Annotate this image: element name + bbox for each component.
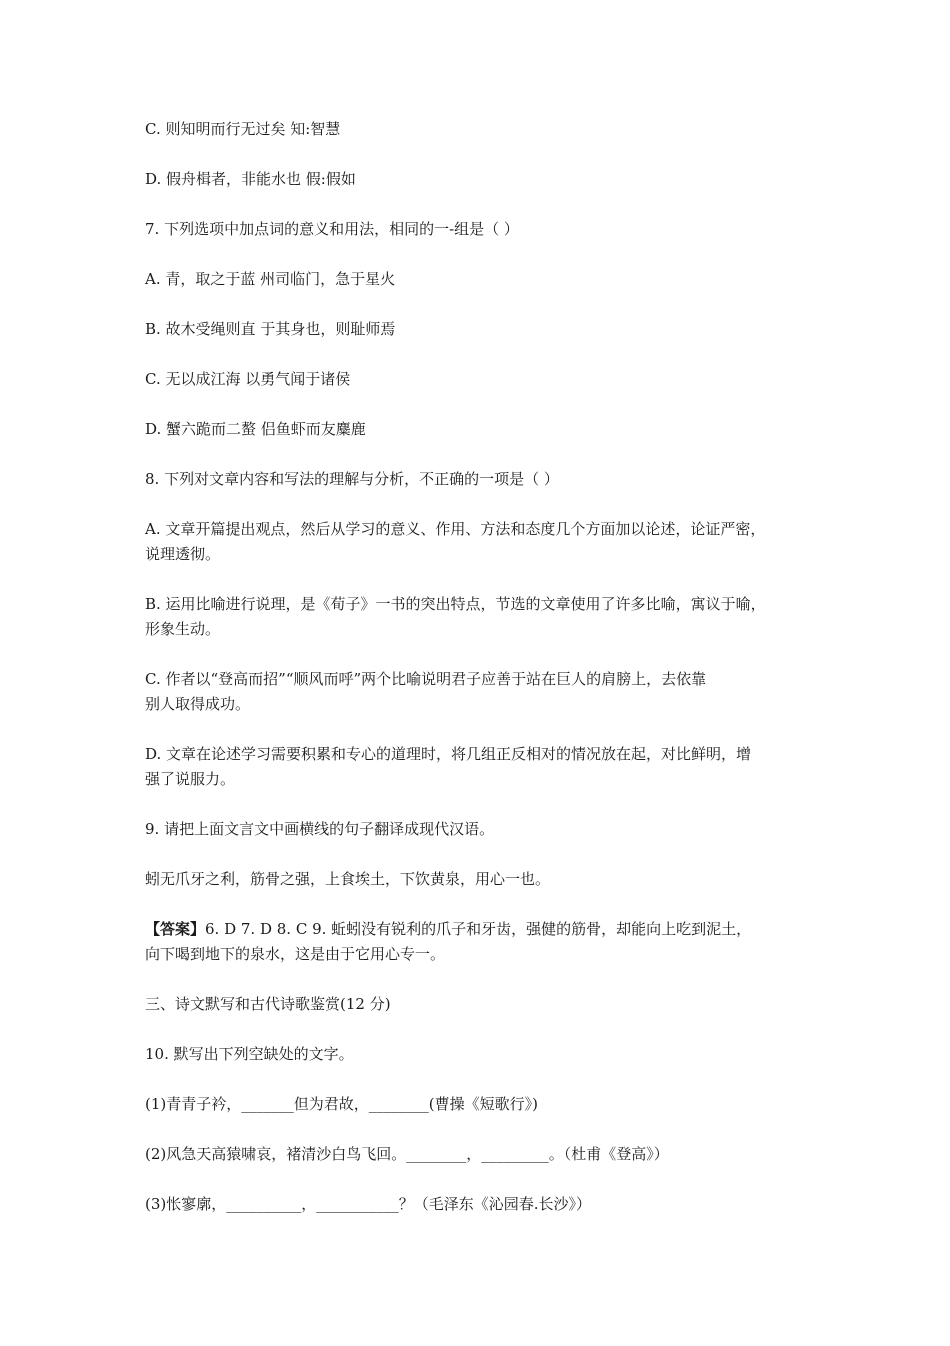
question-9: 9. 请把上面文言文中画横线的句子翻译成现代汉语。 [145, 820, 495, 838]
option-6d: D. 假舟楫者，非能水也 假:假如 [145, 170, 356, 188]
option-8d-line2: 强了说服力。 [145, 770, 236, 788]
answer-text: 6. D 7. D 8. C 9. 蚯蚓没有锐利的爪子和牙齿，强健的筋骨，却能向上吃到泥土， [205, 920, 752, 938]
answer-label: 【答案】 [145, 920, 206, 938]
question-10-item-1: (1)青青子衿，_______但为君故，________(曹操《短歌行》) [145, 1095, 538, 1113]
answer-line1 [145, 917, 815, 942]
option-8d-line1: D. 文章在论述学习需要积累和专心的道理时，将几组正反相对的情况放在起，对比鲜明，增 [145, 745, 752, 763]
section-3-heading: 三、诗文默写和古代诗歌鉴赏(12 分) [145, 995, 391, 1013]
option-7d: D. 蟹六跪而二螯 侣鱼虾而友麋鹿 [145, 420, 366, 438]
option-7a: A. 青，取之于蓝 州司临门，急于星火 [145, 270, 396, 288]
question-10: 10. 默写出下列空缺处的文字。 [145, 1045, 354, 1063]
question-7: 7. 下列选项中加点词的意义和用法，相同的一-组是（ ） [145, 220, 519, 238]
question-10-item-3: (3)怅寥廓，__________，___________？（毛泽东《沁园春.长沙》） [145, 1195, 592, 1213]
question-9-text: 蚓无爪牙之利，筋骨之强，上食埃土，下饮黄泉，用心一也。 [145, 870, 551, 888]
option-7b: B. 故木受绳则直 于其身也，则耻师焉 [145, 320, 396, 338]
option-8c-line1: C. 作者以“登高而招”“顺风而呼”两个比喻说明君子应善于站在巨人的肩膀上，去依靠 [145, 670, 707, 688]
option-8b-line1: B. 运用比喻进行说理，是《荀子》一书的突出特点，节选的文章使用了许多比喻，寓议于喻， [145, 595, 766, 613]
question-8: 8. 下列对文章内容和写法的理解与分析，不正确的一项是（ ） [145, 470, 559, 488]
answer-line2: 向下喝到地下的泉水，这是由于它用心专一。 [145, 945, 446, 963]
question-10-item-2: (2)风急天高猿啸哀，褚清沙白鸟飞回。________，_________。（杜甫《登高》） [145, 1145, 669, 1163]
option-8a-line2: 说理透彻。 [145, 545, 221, 563]
option-8c-line2: 别人取得成功。 [145, 695, 251, 713]
option-6c: C. 则知明而行无过矣 知:智慧 [145, 120, 341, 138]
option-8b-line2: 形象生动。 [145, 620, 221, 638]
option-7c: C. 无以成江海 以勇气闻于诸侯 [145, 370, 351, 388]
option-8a-line1: A. 文章开篇提出观点，然后从学习的意义、作用、方法和态度几个方面加以论述，论证严密， [145, 520, 766, 538]
